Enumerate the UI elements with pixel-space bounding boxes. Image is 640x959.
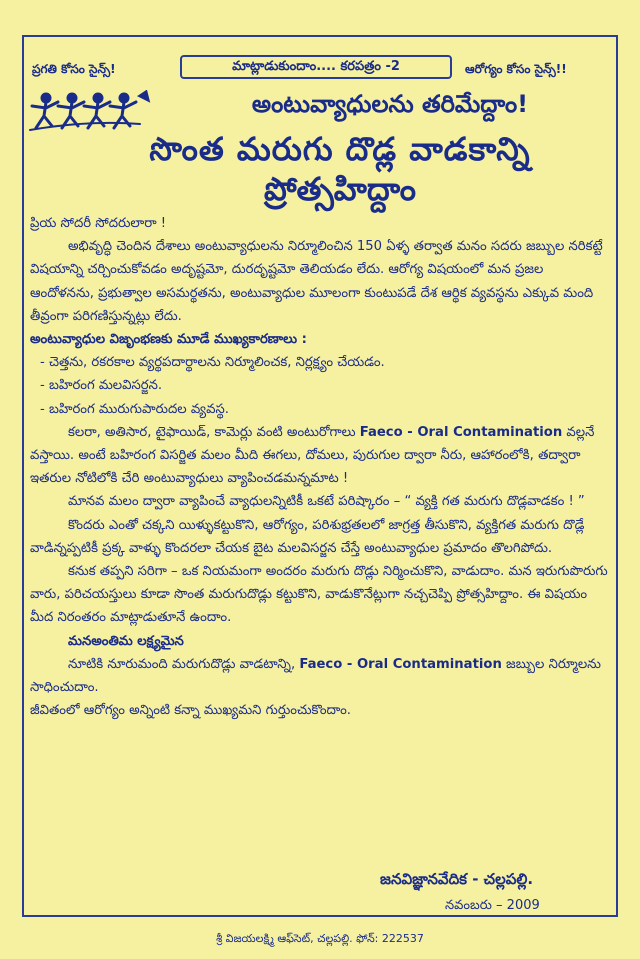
printer-footer: శ్రీ విజయలక్ష్మి ఆఫ్‌సెట్, చల్లపల్లి. ఫోన్: 222537 [216, 932, 424, 945]
paragraph-7: జీవితంలో ఆరోగ్యం అన్నింటి కన్నా ముఖ్యమని గుర్తుంచుకొందాం. [30, 703, 351, 719]
paragraph-6 [30, 653, 610, 699]
causes-heading: అంటువ్యాధుల విజృంభణకు మూడే ముఖ్యకారణాలు : [30, 332, 307, 348]
cause-item-3: - బహిరంగ మురుగుపారుదల వ్యవస్థ. [40, 401, 229, 417]
paragraph-2-start: కలరా, అతిసార, టైఫాయిడ్, కామెర్లు వంటి అంటురోగాలు [68, 424, 360, 440]
cause-item-1: - చెత్తను, రకరకాల వ్యర్థపదార్థాలను నిర్మూలించక, నిర్లక్ష్యం చేయడం. [40, 355, 385, 371]
slogan-right: ఆరోగ్యం కోసం సైన్స్!! [465, 62, 567, 76]
paragraph-6-start: నూటికి నూరుమంది మరుగుదొడ్లు వాడటాన్ని, [68, 656, 300, 672]
signature-date: నవంబరు – 2009 [445, 898, 540, 913]
title-line-2: సొంత మరుగు దొడ్ల వాడకాన్ని [149, 130, 531, 168]
cause-item-2: - బహిరంగ మలవిసర్జన. [40, 378, 163, 394]
paragraph-6-end: జబ్బుల నిర్మూలను సాధించుదాం. [30, 656, 601, 696]
slogan-left: ప్రగతి కోసం సైన్స్! [32, 62, 116, 76]
paragraph-3: మానవ మలం ద్వారా వ్యాపించే వ్యాధులన్నిటికీ ఒకటే పరిష్కారం – “ వ్యక్తి గత మరుగు దొడ్లవాడకం ! ” [68, 494, 585, 510]
paragraph-2 [30, 421, 610, 491]
paragraph-5: కనుక తప్పని సరిగా – ఒక నియమంగా అందరం మరుగు దొడ్లు నిర్మించుకొని, వాడుదాం. మన ఇరుగుపొరుగు వారు, పరిచయస్తులు కూడా సొంత మరుగుదొడ్లు కట్టుకొని, వాడుకొనేట్లుగా నచ్చచెప్పి ప్రోత్సహిద్దాం. ఈ విషయం మీద నిరంతరం మాట్లాడుతూనే ఉందాం. [30, 564, 608, 626]
paragraph-4: కొందరు ఎంతో చక్కని యిళ్ళుకట్టుకొని, ఆరోగ్యం, పరిశుభ్రతలలో జాగ్రత్త తీసుకొని, వ్యక్తిగత మరుగు దొడ్లే వాడిన్నప్పటికీ ప్రక్క వాళ్ళు కొందరలా చేయక బైట మలవిసర్జన చేస్తే అంటువ్యాధుల ప్రమాదం తొలగిపోదు. [30, 517, 585, 556]
leaflet-label-box: మాట్లాడుకుందాం.... కరపత్రం -2 [180, 55, 452, 79]
leaflet-body [30, 212, 610, 722]
goal-heading: మనఅంతిమ లక్ష్యమైన [68, 633, 184, 649]
title-line-3: ప్రోత్సహిద్దాం [263, 170, 416, 208]
signature-org: జనవిజ్ఞానవేదిక - చల్లపల్లి. [380, 870, 534, 888]
greeting: ప్రియ సోదరీ సోదరులారా ! [30, 216, 167, 231]
paragraph-1: అభివృద్ధి చెందిన దేశాలు అంటువ్యాధులను నిర్మూలించిన 150 ఏళ్ళ తర్వాత మనం సదరు జబ్బుల నరికట్టే విషయాన్ని చర్చించుకోవడం అదృష్టమో, దురదృష్టమో తెలియడం లేదు. ఆరోగ్య విషయంలో మన ప్రజల ఆందోళనను, ప్రభుత్వాల అసమర్థతను, అంటువ్యాధుల మూలంగా కుంటుపడే దేశ ఆర్థిక వ్యవస్థను ఎక్కువ మంది తీవ్రంగా పరిగణిస్తున్నట్లు లేదు. [30, 239, 603, 324]
paragraph-2-term: Faeco - Oral Contamination [359, 424, 563, 440]
title-line-1: అంటువ్యాధులను తరిమేద్దాం! [251, 90, 529, 118]
paragraph-2-end: వల్లనే వస్తాయి. అంటే బహిరంగ విసర్జిత మలం మీది ఈగలు, దోమలు, పురుగుల ద్వారా నీరు, ఆహారంలోకి, తద్వారా ఇతరుల నోటిలోకి చేరి అంటువ్యాధులు వ్యాపించడమన్నమాట ! [30, 424, 595, 487]
paragraph-6-term: Faeco - Oral Contamination [299, 656, 502, 672]
